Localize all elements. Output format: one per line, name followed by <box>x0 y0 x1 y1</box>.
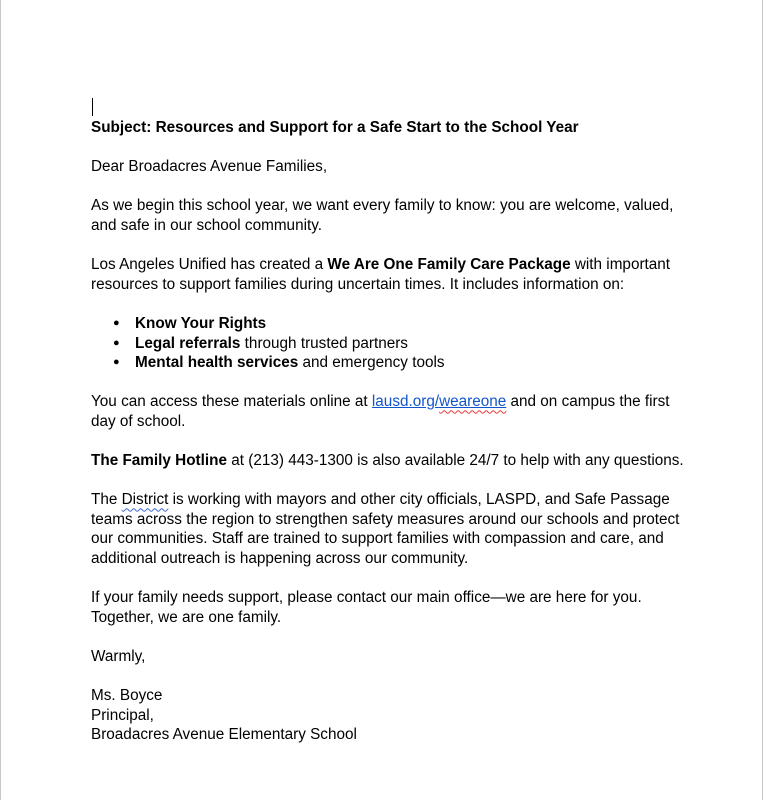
list-item: ● Know Your Rights <box>91 314 691 334</box>
access-paragraph: You can access these materials online at lausd.org/weareone and on campus the first day of school. <box>91 393 670 430</box>
signoff: Warmly, <box>91 648 146 666</box>
list-item: ● Mental health services and emergency tools <box>91 353 691 373</box>
resource-list <box>91 314 691 373</box>
text-cursor <box>92 98 93 116</box>
care-package-paragraph: Los Angeles Unified has created a We Are One Family Care Package with important resources to support families during uncertain times. It includes information on: <box>91 256 671 293</box>
hotline-name: The Family Hotline <box>91 452 227 470</box>
signature-title: Principal, <box>91 706 154 724</box>
care-package-name: We Are One Family Care Package <box>327 256 571 274</box>
subject-line: Subject: Resources and Support for a Safe Start to the School Year <box>91 119 579 136</box>
intro-paragraph: As we begin this school year, we want every family to know: you are welcome, valued, and safe in our school community. <box>91 197 674 234</box>
grammar-suggestion[interactable]: District <box>121 491 169 509</box>
spellcheck-underline: weareone <box>439 393 507 411</box>
weareone-link[interactable]: lausd.org/weareone <box>371 393 507 411</box>
signature-school: Broadacres Avenue Elementary School <box>91 726 357 744</box>
district-paragraph: The District is working with mayors and other city officials, LASPD, and Safe Passage teams across the region to strengthen safety measures around our schools and protect our communities. Staff are trained to support families with compassion and care, and additional outreach is happening across our community. <box>91 491 680 568</box>
greeting: Dear Broadacres Avenue Families, <box>91 158 328 176</box>
hotline-paragraph: The Family Hotline at (213) 443-1300 is also available 24/7 to help with any questions. <box>91 452 684 470</box>
signature-name: Ms. Boyce <box>91 687 163 705</box>
letter-body[interactable] <box>91 118 691 745</box>
list-item: ● Legal referrals through trusted partners <box>91 334 691 354</box>
closing-paragraph: If your family needs support, please contact our main office—we are here for you. Together, we are one family. <box>91 589 642 626</box>
